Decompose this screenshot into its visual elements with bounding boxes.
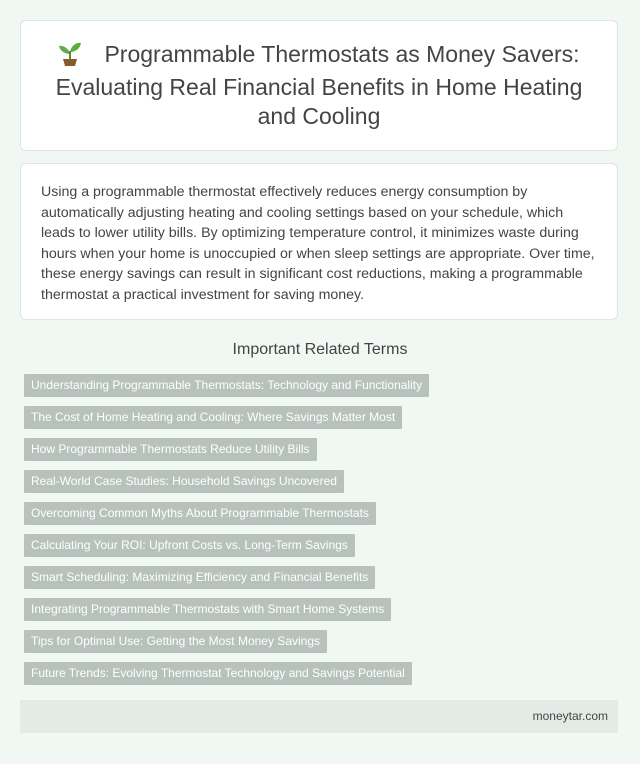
related-term-link[interactable]: Future Trends: Evolving Thermostat Technology and Savings Potential — [24, 662, 412, 685]
related-term-link[interactable]: Real-World Case Studies: Household Savings Uncovered — [24, 470, 344, 493]
related-term-link[interactable]: The Cost of Home Heating and Cooling: Where Savings Matter Most — [24, 406, 402, 429]
related-term-item — [24, 566, 429, 589]
page-title — [21, 40, 617, 131]
related-term-item — [24, 598, 429, 621]
related-term-link[interactable]: Understanding Programmable Thermostats: Technology and Functionality — [24, 374, 429, 397]
related-term-link[interactable]: Smart Scheduling: Maximizing Efficiency and Financial Benefits — [24, 566, 375, 589]
related-terms-heading: Important Related Terms — [232, 341, 408, 358]
related-term-link[interactable]: Overcoming Common Myths About Programmable Thermostats — [24, 502, 376, 525]
related-terms-list — [24, 374, 429, 694]
related-term-link[interactable]: Integrating Programmable Thermostats with Smart Home Systems — [24, 598, 391, 621]
related-term-item — [24, 374, 429, 397]
title-card — [20, 20, 618, 151]
related-term-item — [24, 406, 429, 429]
related-term-link[interactable]: Tips for Optimal Use: Getting the Most Money Savings — [24, 630, 327, 653]
summary-text: Using a programmable thermostat effectively reduces energy consumption by automatically adjusting heating and cooling settings based on your schedule, which leads to lower utility bills. By optimizing temperature control, it minimizes waste during hours when your home is unoccupied or when sleep settings are appropriate. Over time, these energy savings can result in significant cost reductions, making a programmable thermostat a practical investment for saving money. — [41, 184, 595, 303]
related-term-item — [24, 470, 429, 493]
sprout-icon — [58, 40, 82, 73]
related-term-item — [24, 502, 429, 525]
related-term-link[interactable]: How Programmable Thermostats Reduce Utility Bills — [24, 438, 317, 461]
related-term-item — [24, 662, 429, 685]
footer-site-link[interactable]: moneytar.com — [532, 709, 608, 723]
footer — [20, 700, 618, 733]
related-term-item — [24, 438, 429, 461]
summary-card — [20, 163, 618, 320]
page-title-text: Programmable Thermostats as Money Savers: Evaluating Real Financial Benefits in Home Heating and Cooling — [55, 41, 583, 129]
related-term-link[interactable]: Calculating Your ROI: Upfront Costs vs. Long-Term Savings — [24, 534, 355, 557]
related-term-item — [24, 630, 429, 653]
related-term-item — [24, 534, 429, 557]
